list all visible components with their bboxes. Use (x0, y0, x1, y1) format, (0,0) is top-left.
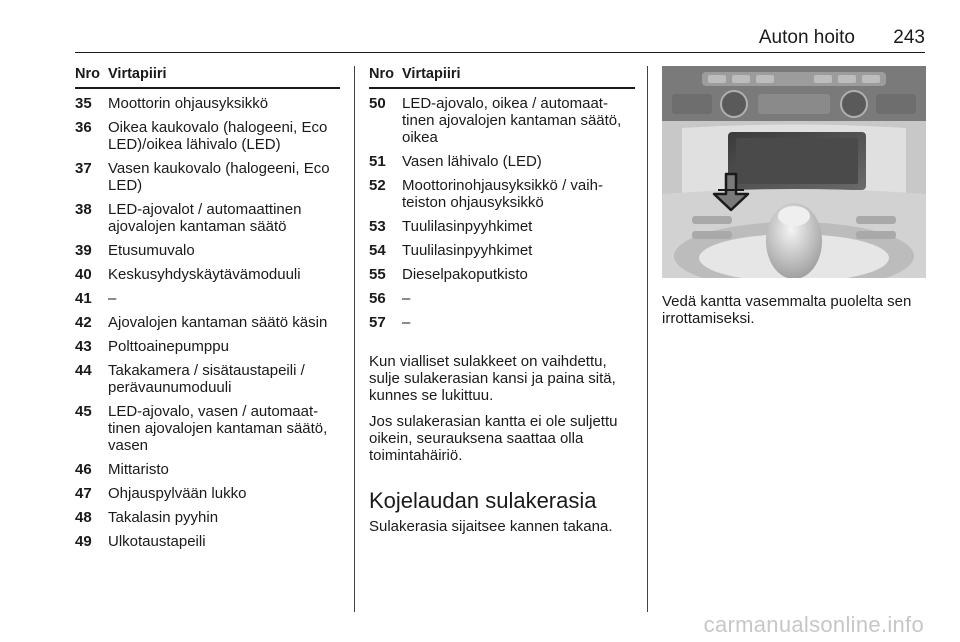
fuse-number: 52 (369, 177, 386, 194)
table-row (75, 403, 340, 454)
circuit-description: LED-ajovalo, vasen / automaattinen ajovalojen kantaman säätö, vasen (108, 403, 328, 454)
table-row (369, 218, 635, 235)
watermark: carmanualsonline.info (703, 612, 924, 637)
table-row (369, 314, 635, 331)
fuse-number: 53 (369, 218, 386, 235)
fuse-number: 39 (75, 242, 92, 259)
fuse-number: 47 (75, 485, 92, 502)
fuse-number: 38 (75, 201, 92, 218)
circuit-description: Takakamera / sisätaustapeili / perävaunumoduuli (108, 362, 305, 396)
table-row (75, 242, 340, 259)
figure-caption: Vedä kantta vasemmalta puolelta sen irrottamiseksi. (662, 293, 912, 327)
circuit-description: Takalasin pyyhin (108, 509, 219, 526)
fuse-number: 56 (369, 290, 386, 307)
fuse-number: 40 (75, 266, 92, 283)
table-row (75, 266, 340, 283)
fuse-number: 51 (369, 153, 386, 170)
fuse-number: 54 (369, 242, 386, 259)
table-row (369, 290, 635, 307)
table-row (75, 95, 340, 112)
table-row (75, 119, 340, 153)
table-row (75, 290, 340, 307)
fuse-number: 50 (369, 95, 386, 112)
table-row (75, 362, 340, 396)
table-row (75, 461, 340, 478)
circuit-description: Dieselpakoputkisto (402, 266, 528, 283)
table-row (75, 338, 340, 355)
dashboard-photo (662, 66, 926, 278)
circuit-description: Polttoainepumppu (108, 338, 229, 355)
fuse-number: 45 (75, 403, 92, 420)
fuse-number: 43 (75, 338, 92, 355)
circuit-description: Etusumuvalo (108, 242, 195, 259)
table-row (75, 485, 340, 502)
column-divider (647, 66, 648, 612)
page-title: Auton hoito (758, 27, 855, 48)
page-header (75, 22, 925, 53)
fuse-number: 57 (369, 314, 386, 331)
paragraph-close-cover: Kun vialliset sulakkeet on vaihdettu, sulje sulakerasian kansi ja paina sitä, kunnes se lukittuu. (369, 353, 616, 404)
fuse-number: 46 (75, 461, 92, 478)
circuit-description: – (108, 290, 117, 307)
page-number: 243 (893, 27, 925, 48)
header-circuit: Virtapiiri (402, 66, 461, 82)
fuse-number: 36 (75, 119, 92, 136)
table-row (75, 509, 340, 526)
table-row (369, 242, 635, 259)
circuit-description: Ohjauspylvään lukko (108, 485, 247, 502)
fuse-number: 42 (75, 314, 92, 331)
fuse-number: 44 (75, 362, 92, 379)
circuit-description: – (402, 290, 411, 307)
table-row (369, 95, 635, 146)
fuse-table-1 (75, 66, 340, 557)
fuse-table-2 (369, 66, 635, 535)
circuit-description: Mittaristo (108, 461, 169, 478)
table-row (369, 177, 635, 211)
header-nro: Nro (75, 66, 100, 82)
circuit-description: Vasen kaukovalo (halogeeni, Eco LED) (108, 160, 330, 194)
circuit-description: Oikea kaukovalo (halogeeni, Eco LED)/oikea lähivalo (LED) (108, 119, 328, 153)
table-row (75, 314, 340, 331)
fuse-number: 35 (75, 95, 92, 112)
circuit-description: Moottorin ohjausyksikkö (108, 95, 269, 112)
fuse-number: 48 (75, 509, 92, 526)
circuit-description: LED-ajovalo, oikea / automaattinen ajovalojen kantaman säätö, oikea (402, 95, 622, 146)
header-circuit: Virtapiiri (108, 66, 167, 82)
circuit-description: LED-ajovalot / automaattinen ajovalojen kantaman säätö (108, 201, 302, 235)
fuse-number: 41 (75, 290, 92, 307)
circuit-description: – (402, 314, 411, 331)
circuit-description: Moottorinohjausyksikkö / vaihteiston ohjausyksikkö (402, 177, 603, 211)
fuse-number: 37 (75, 160, 92, 177)
table-row (369, 266, 635, 283)
figure-column (662, 66, 926, 327)
circuit-description: Keskusyhdyskäytävämoduuli (108, 266, 301, 283)
circuit-description: Tuulilasinpyyhkimet (402, 242, 533, 259)
table-row (75, 533, 340, 550)
table-row (75, 160, 340, 194)
fuse-number: 49 (75, 533, 92, 550)
table-row (75, 201, 340, 235)
section-heading: Kojelaudan sulakerasia (369, 488, 597, 513)
fuse-number: 55 (369, 266, 386, 283)
table-header (369, 66, 635, 89)
column-divider (354, 66, 355, 612)
paragraph-location: Sulakerasia sijaitsee kannen takana. (369, 518, 613, 535)
circuit-description: Ajovalojen kantaman säätö käsin (108, 314, 328, 331)
header-nro: Nro (369, 66, 394, 82)
circuit-description: Ulkotaustapeili (108, 533, 206, 550)
table-row (369, 153, 635, 170)
circuit-description: Vasen lähivalo (LED) (402, 153, 542, 170)
table-header (75, 66, 340, 89)
paragraph-malfunction: Jos sulakerasian kantta ei ole suljettu oikein, seurauksena saattaa olla toimintahäiriö. (369, 413, 618, 464)
circuit-description: Tuulilasinpyyhkimet (402, 218, 533, 235)
